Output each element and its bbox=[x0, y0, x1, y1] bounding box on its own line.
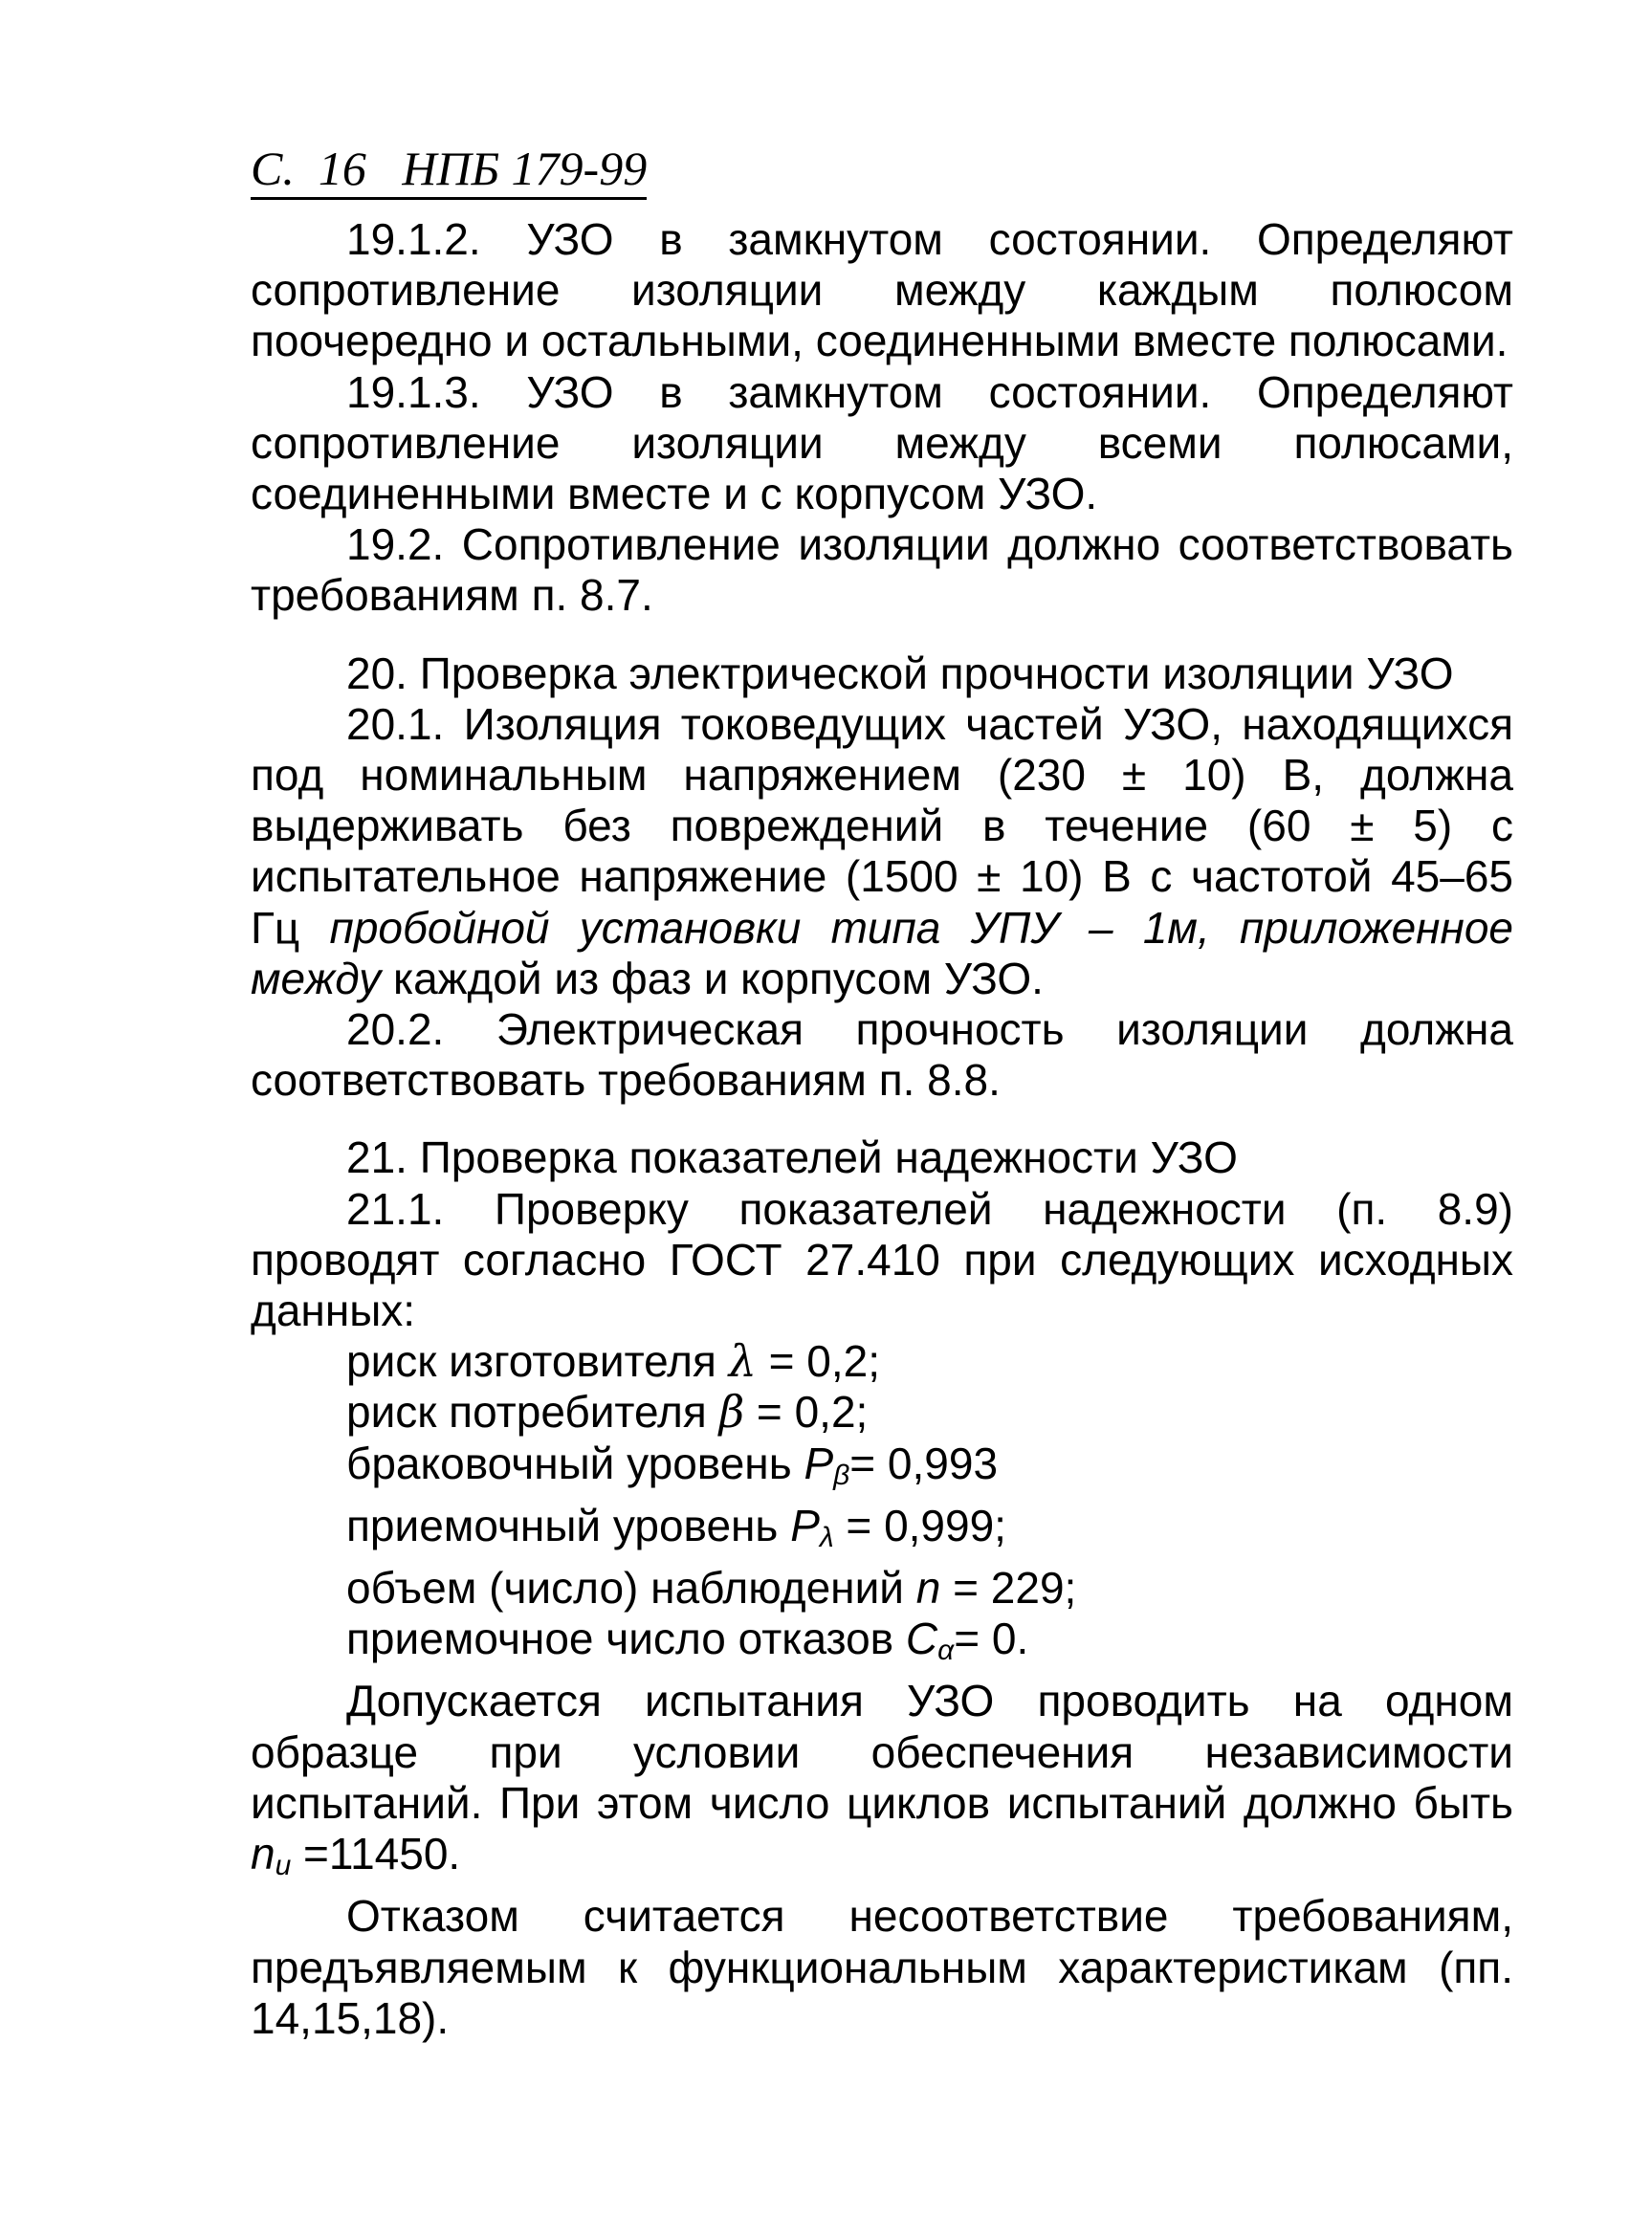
risk-manufacturer-label: риск изготовителя bbox=[346, 1336, 729, 1387]
paragraph-19-1-2: 19.1.2. УЗО в замкнутом состоянии. Определяют сопротивление изоляции между каждым полюсом поочередно и остальными, соединенными вместе полюсами. bbox=[251, 214, 1513, 366]
cycles-value: =11450. bbox=[291, 1829, 461, 1879]
lambda-symbol: λ bbox=[728, 1335, 757, 1388]
paragraph-allowed-testing bbox=[251, 1676, 1513, 1891]
failure-count-symbol: C bbox=[905, 1614, 938, 1664]
failure-count-label: приемочное число отказов bbox=[346, 1614, 906, 1664]
list-item-reject-level bbox=[251, 1439, 1513, 1501]
document-body bbox=[251, 214, 1513, 2044]
list-item-risk-consumer bbox=[251, 1387, 1513, 1438]
cycles-symbol: n bbox=[251, 1829, 275, 1879]
paragraph-20-1-end: каждой из фаз и корпусом УЗО. bbox=[381, 953, 1044, 1003]
paragraph-20-2: 20.2. Электрическая прочность изоляции должна соответствовать требованиям п. 8.8. bbox=[251, 1004, 1513, 1106]
accept-level-value: = 0,999; bbox=[833, 1500, 1006, 1550]
section-heading-20: 20. Проверка электрической прочности изоляции УЗО bbox=[346, 648, 1454, 698]
accept-level-subscript: λ bbox=[819, 1521, 834, 1553]
accept-level-symbol: P bbox=[790, 1500, 820, 1550]
observations-symbol: n bbox=[915, 1563, 941, 1614]
risk-consumer-label: риск потребителя bbox=[346, 1387, 719, 1438]
allowed-testing-text: Допускается испытания УЗО проводить на одном образце при условии обеспечения независимости испытаний. При этом число циклов испытаний должно быть bbox=[251, 1676, 1513, 1828]
cycles-subscript: и bbox=[275, 1850, 292, 1882]
paragraph-19-1-3: 19.1.3. УЗО в замкнутом состоянии. Определяют сопротивление изоляции между всеми полюсами, соединенными вместе и с корпусом УЗО. bbox=[251, 366, 1513, 519]
list-item-risk-manufacturer bbox=[251, 1336, 1513, 1387]
paragraph-20-1 bbox=[251, 699, 1513, 1004]
paragraph-21-1: 21.1. Проверку показателей надежности (п. 8.9) проводят согласно ГОСТ 27.410 при следующих исходных данных: bbox=[251, 1183, 1513, 1336]
list-item-accept-level bbox=[251, 1501, 1513, 1563]
section-heading-21: 21. Проверка показателей надежности УЗО bbox=[346, 1132, 1238, 1183]
risk-manufacturer-value: = 0,2; bbox=[756, 1336, 881, 1387]
list-item-failure-count bbox=[251, 1614, 1513, 1676]
failure-count-value: = 0. bbox=[954, 1614, 1029, 1664]
risk-consumer-value: = 0,2; bbox=[744, 1387, 869, 1438]
accept-level-label: приемочный уровень bbox=[346, 1500, 791, 1550]
reject-level-label: браковочный уровень bbox=[346, 1438, 804, 1488]
paragraph-20-1-text: 20.1. Изоляция токоведущих частей УЗО, находящихся под номинальным напряжением (230 ± 10) В, должна выдерживать без повреждений в течение (60 ± 5) с испытательное напряжение (1500 ± 10) В с частотой 45–65 Гц bbox=[251, 698, 1513, 953]
failure-count-subscript: α bbox=[937, 1635, 955, 1667]
paragraph-failure-definition: Отказом считается несоответствие требованиям, предъявляемым к функциональным характеристикам (пп. 14,15,18). bbox=[251, 1891, 1513, 2043]
paragraph-19-2: 19.2. Сопротивление изоляции должно соответствовать требованиям п. 8.7. bbox=[251, 519, 1513, 621]
reject-level-value: = 0,993 bbox=[849, 1438, 999, 1488]
paragraph-20-1-italic: пробойной установки типа УПУ – 1м, приложенное между bbox=[251, 902, 1513, 1003]
observations-value: = 229; bbox=[940, 1563, 1077, 1614]
observations-label: объем (число) наблюдений bbox=[346, 1563, 916, 1614]
list-item-observations bbox=[251, 1563, 1513, 1614]
beta-symbol: β bbox=[718, 1386, 745, 1439]
page-header: С. 16 НПБ 179-99 bbox=[251, 142, 647, 200]
reject-level-symbol: P bbox=[804, 1438, 834, 1488]
reject-level-subscript: β bbox=[833, 1459, 850, 1491]
